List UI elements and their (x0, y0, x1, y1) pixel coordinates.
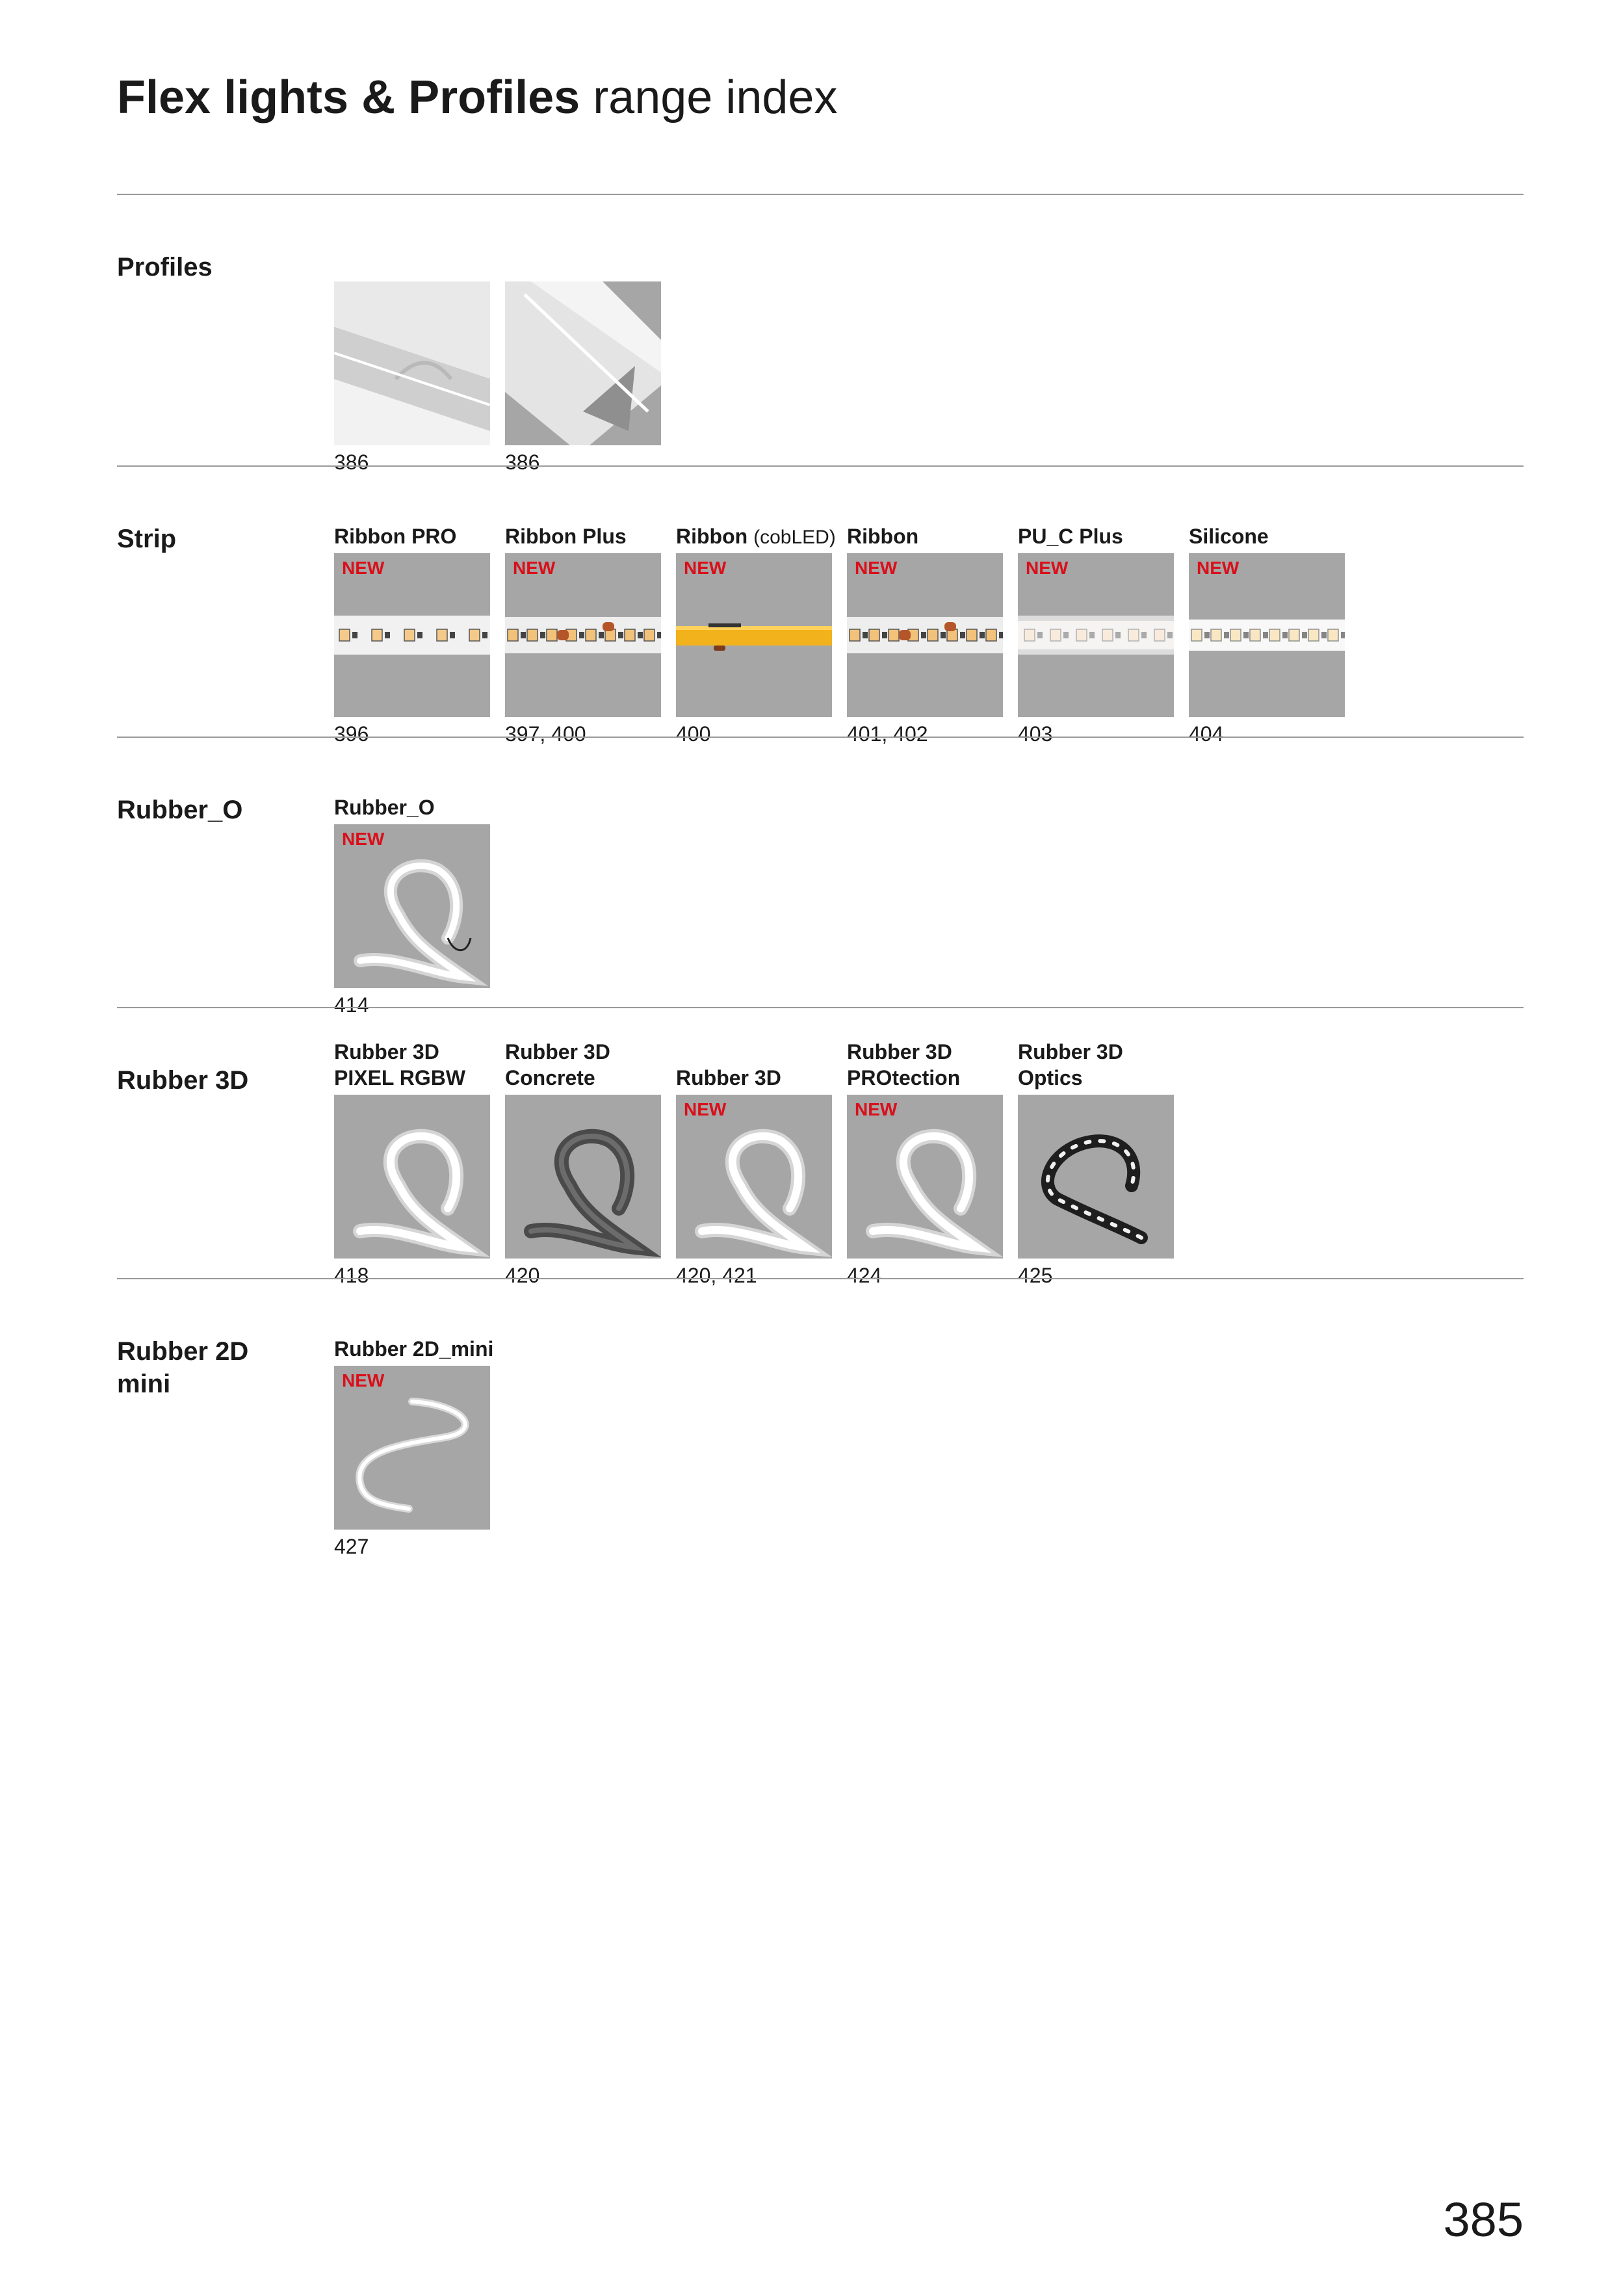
section-label: Rubber 3D (117, 1066, 249, 1095)
page-number: 385 (1443, 2193, 1524, 2247)
page-reference[interactable]: 386 (334, 450, 369, 474)
product-thumbnail[interactable] (676, 1095, 832, 1259)
rubber-optics-image (1018, 1095, 1174, 1259)
product-thumbnail[interactable] (1018, 1095, 1174, 1259)
page-reference[interactable]: 427 (334, 1535, 369, 1558)
product-title-line: Ribbon (847, 525, 919, 548)
profile-corner-image (505, 281, 661, 445)
section-label: Rubber 2D mini (117, 1337, 249, 1398)
section-label: Strip (117, 525, 177, 553)
product-title (1018, 1039, 1193, 1091)
page-title-bold: Flex lights & Profiles (117, 72, 580, 124)
section-divider (117, 1278, 1524, 1279)
page-reference[interactable]: 420 (505, 1264, 540, 1287)
product-thumbnail[interactable] (334, 1095, 490, 1259)
page-reference[interactable]: 420, 421 (676, 1264, 757, 1287)
product-thumbnail[interactable] (1189, 553, 1345, 717)
product-title (676, 523, 851, 551)
new-badge: NEW (342, 1370, 385, 1390)
product-thumbnail[interactable] (505, 1095, 661, 1259)
product-title (505, 523, 681, 549)
new-badge: NEW (1026, 558, 1069, 578)
page-reference[interactable]: 403 (1018, 722, 1053, 746)
product-title-line: Silicone (1189, 525, 1269, 548)
product-thumbnail[interactable] (1018, 553, 1174, 717)
product-thumbnail[interactable] (334, 1366, 490, 1530)
page-reference[interactable]: 397, 400 (505, 722, 586, 746)
product-thumbnail[interactable] (847, 553, 1003, 717)
page-reference[interactable]: 414 (334, 993, 369, 1017)
product-title-line: Rubber 3D (847, 1040, 952, 1063)
product-title (1189, 523, 1364, 549)
new-badge: NEW (855, 558, 898, 578)
product-title-line: PIXEL RGBW (334, 1066, 466, 1089)
header-divider (117, 194, 1524, 195)
product-title-line: Concrete (505, 1066, 595, 1089)
product-title-line: Rubber 3D (1018, 1040, 1123, 1063)
product-subtitle: (cobLED) (753, 527, 836, 548)
product-title-line: Optics (1018, 1066, 1083, 1089)
product-title (334, 523, 510, 549)
page-title-regular: range index (593, 72, 838, 124)
product-title (334, 1039, 510, 1091)
page-title (117, 70, 837, 125)
product-thumbnail[interactable] (334, 553, 490, 717)
product-title (334, 1336, 510, 1362)
section-divider (117, 465, 1524, 467)
product-thumbnail[interactable] (505, 553, 661, 717)
product-title-line: Rubber 2D_mini (334, 1337, 494, 1361)
profile-flat-image (334, 281, 490, 445)
page-reference[interactable]: 424 (847, 1264, 882, 1287)
product-title-line: Rubber 3D (676, 1066, 781, 1089)
rubber-white-image (334, 1095, 490, 1259)
section-divider (117, 1007, 1524, 1008)
product-thumbnail[interactable] (505, 281, 661, 445)
product-title-line: Rubber 3D (334, 1040, 439, 1063)
product-title-line: PROtection (847, 1066, 961, 1089)
product-title-line: Ribbon Plus (505, 525, 627, 548)
product-thumbnail[interactable] (334, 281, 490, 445)
product-title (847, 1039, 1022, 1091)
page-reference[interactable]: 400 (676, 722, 711, 746)
product-title (505, 1039, 681, 1091)
product-title-line: Ribbon PRO (334, 525, 457, 548)
page-reference[interactable]: 418 (334, 1264, 369, 1287)
product-title (676, 1065, 851, 1091)
product-title (847, 523, 1022, 549)
rubber-dark-image (505, 1095, 661, 1259)
new-badge: NEW (684, 1099, 727, 1119)
product-title-line: Rubber_O (334, 796, 435, 819)
product-title-line: Rubber 3D (505, 1040, 610, 1063)
section-divider (117, 737, 1524, 738)
new-badge: NEW (684, 558, 727, 578)
section-label: Rubber_O (117, 796, 243, 824)
product-thumbnail[interactable] (676, 553, 832, 717)
product-thumbnail[interactable] (847, 1095, 1003, 1259)
page-reference[interactable]: 396 (334, 722, 369, 746)
page-reference[interactable]: 425 (1018, 1264, 1053, 1287)
page-reference[interactable]: 401, 402 (847, 722, 928, 746)
new-badge: NEW (342, 558, 385, 578)
new-badge: NEW (513, 558, 556, 578)
product-title (1018, 523, 1193, 549)
page-reference[interactable]: 404 (1189, 722, 1224, 746)
product-thumbnail[interactable] (334, 824, 490, 988)
page-reference[interactable]: 386 (505, 450, 540, 474)
new-badge: NEW (1197, 558, 1240, 578)
product-title-line: Ribbon (676, 525, 748, 548)
product-title (334, 794, 510, 820)
section-label: Profiles (117, 253, 213, 281)
new-badge: NEW (855, 1099, 898, 1119)
new-badge: NEW (342, 829, 385, 849)
product-title-line: PU_C Plus (1018, 525, 1123, 548)
